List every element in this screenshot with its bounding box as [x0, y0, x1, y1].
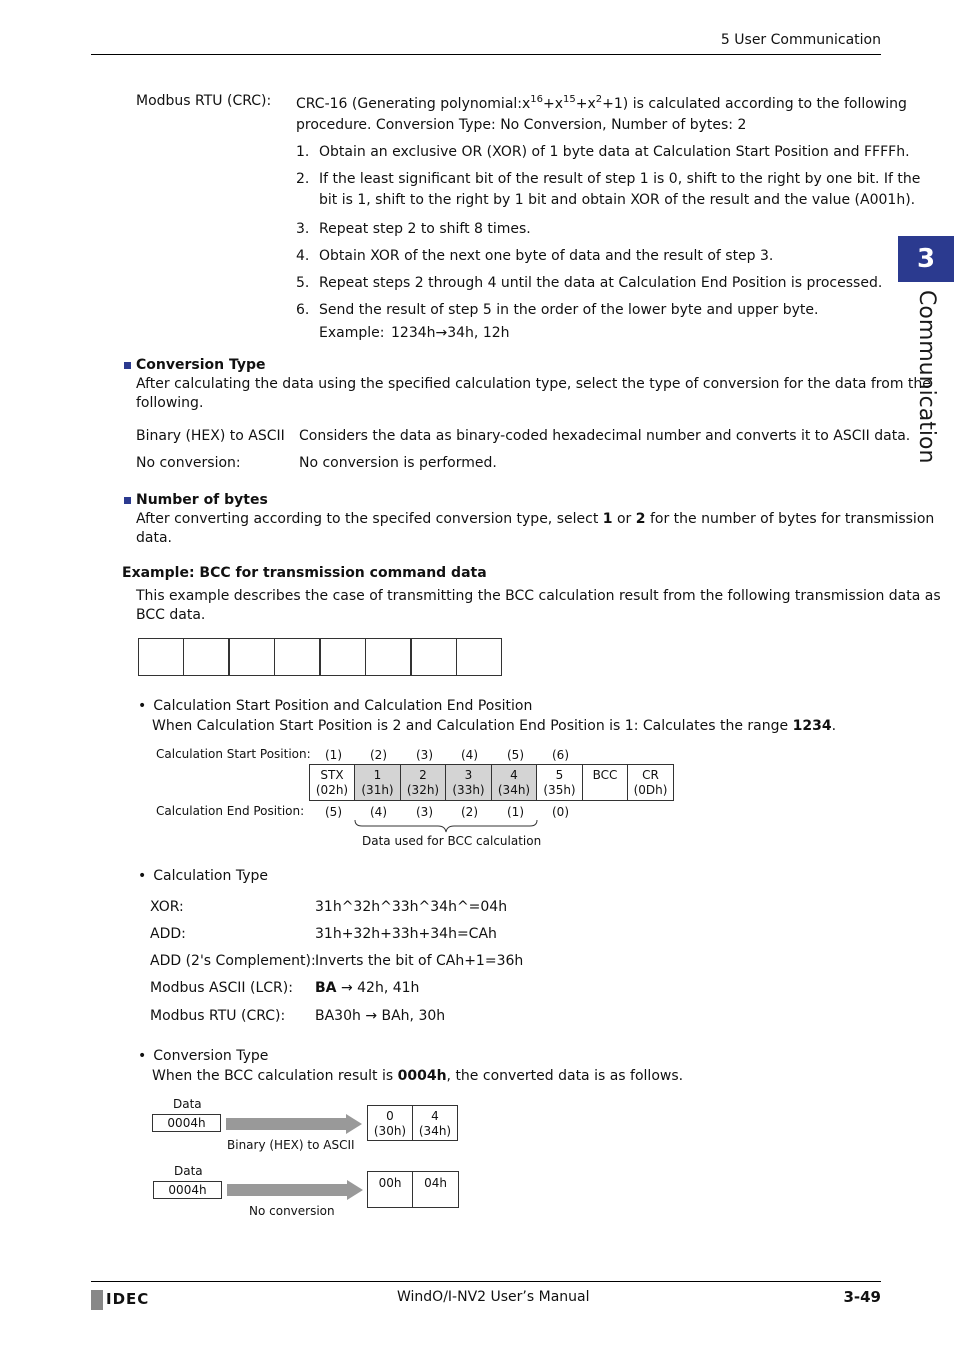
square-bullet-icon: [124, 362, 131, 369]
frame-cell-top: BCC: [592, 768, 618, 782]
calculation-range-brace: [350, 819, 542, 833]
conversion-term: No conversion:: [136, 455, 241, 471]
crc-example-value: 1234h→34h, 12h: [391, 325, 510, 341]
nob-text-d: 2: [635, 511, 646, 527]
output-cell-top: 0: [386, 1109, 394, 1123]
start-position-label: Calculation Start Position:: [156, 747, 311, 761]
output-cell-top: 00h: [378, 1176, 402, 1190]
conversion-type-heading: Conversion Type: [136, 357, 266, 373]
calc-term: Modbus RTU (CRC):: [150, 1008, 286, 1024]
crc-step-number: 3.: [296, 221, 310, 237]
end-position-number: (0): [552, 805, 569, 819]
frame-cell-top: 2: [419, 768, 427, 782]
crc-intro-line2: procedure. Conversion Type: No Conversion, Number of bytes: 2: [296, 117, 747, 133]
diagram-caption: Binary (HEX) to ASCII: [227, 1138, 355, 1152]
calc-type-bullet-text: Calculation Type: [153, 868, 268, 884]
crc-step-number: 4.: [296, 248, 310, 264]
positions-desc-b: 1234: [792, 718, 832, 734]
output-cell-bottom: (34h): [418, 1124, 452, 1138]
crc-step-number: 6.: [296, 302, 310, 318]
end-position-label: Calculation End Position:: [156, 804, 305, 818]
logo-mark: [91, 1290, 103, 1310]
crc-example-label: Example:: [319, 325, 385, 341]
crc-intro-line1: [296, 96, 907, 112]
end-position-number: (4): [370, 805, 387, 819]
empty-frame-cell: [274, 638, 320, 676]
frame-cell-used: [445, 764, 492, 801]
conversion-example-bullet-text: Conversion Type: [153, 1048, 269, 1064]
calc-term: XOR:: [150, 899, 184, 915]
frame-cell-bottom: (31h): [361, 783, 394, 797]
manual-title: WindO/I-NV2 User’s Manual: [397, 1289, 590, 1305]
frame-cell-top: 5: [555, 768, 564, 782]
conv-desc-b: 0004h: [397, 1068, 447, 1084]
start-position-number: (4): [461, 748, 478, 762]
conversion-arrow-bar: [226, 1118, 346, 1130]
chapter-side-label-text: Communication: [914, 290, 939, 464]
positions-desc: [152, 718, 836, 734]
conversion-example-bullet: [138, 1048, 268, 1064]
frame-cell-bottom: (0Dh): [633, 783, 668, 797]
start-position-number: (6): [552, 748, 569, 762]
conversion-def: Considers the data as binary-coded hexadecimal number and converts it to ASCII data.: [299, 428, 911, 444]
conversion-def: No conversion is performed.: [299, 455, 497, 471]
output-cell: [367, 1105, 413, 1141]
nob-text-a: After converting according to the specifed conversion type, select: [136, 511, 603, 527]
calc-term: ADD (2's Complement):: [150, 953, 316, 969]
empty-frame-cell: [183, 638, 229, 676]
output-cell-top: 4: [431, 1109, 439, 1123]
frame-cell-top: STX: [320, 768, 344, 782]
number-of-bytes-desc-line2: data.: [136, 530, 172, 546]
positions-desc-c: .: [831, 718, 837, 734]
end-position-number: (5): [325, 805, 342, 819]
crc-step-text: Send the result of step 5 in the order of the lower byte and upper byte.: [319, 302, 819, 318]
crc-intro-mid2: +x: [575, 96, 596, 112]
chapter-side-label: [905, 290, 945, 464]
nob-text-e: for the number of bytes for transmission: [645, 511, 935, 527]
empty-frame-cell: [138, 638, 184, 676]
frame-cell-bottom: (33h): [452, 783, 485, 797]
frame-cell: [309, 764, 355, 801]
bullet-dot-icon: •: [138, 698, 147, 714]
crc-sup-15: 15: [563, 94, 576, 105]
empty-frame-cell: [229, 638, 275, 676]
square-bullet-icon: [124, 497, 131, 504]
frame-cell-used: [354, 764, 401, 801]
frame-cell-bottom: (35h): [543, 783, 576, 797]
footer-rule: [91, 1281, 881, 1282]
frame-cell-top: 1: [373, 768, 382, 782]
conversion-type-desc-line2: following.: [136, 395, 204, 411]
frame-cell-used: [491, 764, 537, 801]
conversion-type-desc-line1: After calculating the data using the specified calculation type, select the type of conversion for the data from the: [136, 376, 931, 392]
arrow-right-icon: [346, 1114, 362, 1134]
conversion-example-desc: [152, 1068, 683, 1084]
positions-bullet-text: Calculation Start Position and Calculation End Position: [153, 698, 533, 714]
frame-cell-bottom: (32h): [406, 783, 440, 797]
start-position-number: (5): [507, 748, 524, 762]
bullet-dot-icon: •: [138, 1048, 147, 1064]
bullet-dot-icon: •: [138, 868, 147, 884]
header-rule: [91, 54, 881, 55]
data-value-box: 0004h: [152, 1114, 221, 1132]
end-position-number: (3): [416, 805, 433, 819]
crc-step-text-cont: bit is 1, shift to the right by 1 bit and obtain XOR of the result and the value (A001h).: [319, 192, 916, 208]
example-desc-line1: This example describes the case of transmitting the BCC calculation result from the following transmission data as: [136, 588, 941, 604]
conv-desc-c: , the converted data is as follows.: [446, 1068, 684, 1084]
crc-step-text: Repeat steps 2 through 4 until the data at Calculation End Position is processed.: [319, 275, 883, 291]
start-position-number: (1): [325, 748, 342, 762]
output-cell: [367, 1171, 413, 1208]
example-desc-line2: BCC data.: [136, 607, 206, 623]
end-position-number: (2): [461, 805, 478, 819]
empty-frame-cell: [411, 638, 457, 676]
calc-def: 31h^32h^33h^34h^=04h: [315, 899, 508, 915]
empty-frame-cell: [320, 638, 366, 676]
crc-sup-2: 2: [595, 94, 603, 105]
crc-step-text: If the least significant bit of the result of step 1 is 0, shift to the right by one bit. If the: [319, 171, 921, 187]
running-header: 5 User Communication: [720, 32, 881, 48]
frame-cell: [582, 764, 628, 801]
logo-text: IDEC: [106, 1290, 150, 1308]
output-cell-bottom: (30h): [373, 1124, 407, 1138]
example-heading: Example: BCC for transmission command data: [122, 565, 487, 581]
chapter-number-tab: 3: [898, 236, 954, 282]
page-number: 3-49: [843, 1288, 881, 1306]
crc-step-text: Repeat step 2 to shift 8 times.: [319, 221, 531, 237]
number-of-bytes-desc-line1: [136, 511, 934, 527]
frame-cell-bottom: (34h): [497, 783, 531, 797]
number-of-bytes-heading: Number of bytes: [136, 492, 268, 508]
data-label: Data: [174, 1164, 203, 1178]
conversion-arrow-bar: [227, 1184, 347, 1196]
crc-intro-post: +1) is calculated according to the following: [602, 96, 907, 112]
arrow-right-icon: [347, 1180, 363, 1200]
empty-frame-cell: [456, 638, 502, 676]
crc-step-number: 2.: [296, 171, 310, 187]
frame-cell-bottom: (02h): [315, 783, 349, 797]
calc-def-bold: BA: [315, 980, 337, 996]
calc-def: 31h+32h+33h+34h=CAh: [315, 926, 497, 942]
frame-cell: [536, 764, 583, 801]
diagram-caption: No conversion: [249, 1204, 335, 1218]
frame-cell-used: [400, 764, 446, 801]
calc-term: Modbus ASCII (LCR):: [150, 980, 293, 996]
calc-def: Inverts the bit of CAh+1=36h: [315, 953, 524, 969]
calc-type-bullet: [138, 868, 268, 884]
brace-caption: Data used for BCC calculation: [362, 834, 542, 848]
start-position-number: (2): [370, 748, 387, 762]
calc-def: [315, 980, 419, 996]
output-cell: [412, 1171, 459, 1208]
frame-cell: [627, 764, 674, 801]
crc-step-number: 1.: [296, 144, 310, 160]
data-value-box: 0004h: [153, 1181, 222, 1199]
end-position-number: (1): [507, 805, 524, 819]
frame-cell-top: 4: [510, 768, 518, 782]
frame-cell-top: CR: [642, 768, 659, 782]
positions-bullet: [138, 698, 532, 714]
positions-desc-a: When Calculation Start Position is 2 and Calculation End Position is 1: Calculates the range: [152, 718, 793, 734]
crc-label: Modbus RTU (CRC):: [136, 93, 272, 109]
crc-sup-16: 16: [530, 94, 544, 105]
data-label: Data: [173, 1097, 202, 1111]
output-cell-top: 04h: [424, 1176, 447, 1190]
nob-text-c: or: [612, 511, 636, 527]
crc-step-number: 5.: [296, 275, 310, 291]
calc-def-rest: → 42h, 41h: [336, 980, 420, 996]
output-cell: [412, 1105, 458, 1141]
start-position-number: (3): [416, 748, 433, 762]
conv-desc-a: When the BCC calculation result is: [152, 1068, 398, 1084]
calc-def: BA30h → BAh, 30h: [315, 1008, 446, 1024]
crc-step-text: Obtain XOR of the next one byte of data and the result of step 3.: [319, 248, 774, 264]
calc-term: ADD:: [150, 926, 186, 942]
empty-frame-cell: [365, 638, 411, 676]
crc-step-text: Obtain an exclusive OR (XOR) of 1 byte data at Calculation Start Position and FFFFh.: [319, 144, 910, 160]
crc-intro-pre: CRC-16 (Generating polynomial:x: [296, 96, 531, 112]
nob-text-b: 1: [602, 511, 613, 527]
crc-intro-mid1: +x: [543, 96, 564, 112]
conversion-term: Binary (HEX) to ASCII: [136, 428, 285, 444]
frame-cell-top: 3: [464, 768, 473, 782]
